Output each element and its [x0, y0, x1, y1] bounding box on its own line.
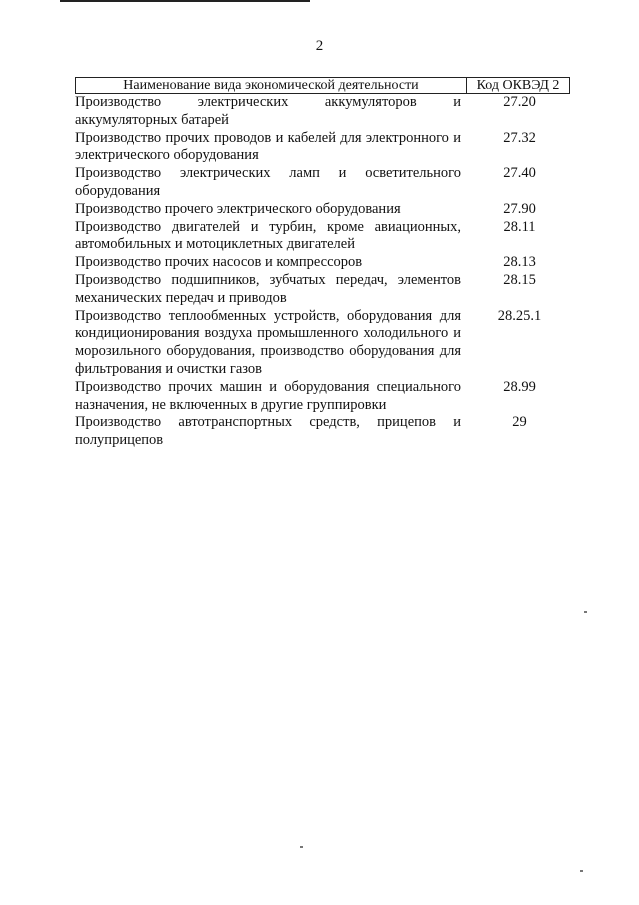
top-rule — [60, 0, 310, 2]
table-header — [75, 77, 570, 94]
table-row — [75, 94, 570, 130]
table-row — [75, 130, 570, 166]
okved-code: 27.20 — [503, 94, 536, 110]
activity-name: Производство электрических ламп и осветительного оборудования — [75, 165, 461, 199]
table-row — [75, 272, 570, 308]
activity-name: Производство прочих насосов и компрессоров — [75, 254, 363, 271]
activity-name: Производство теплообменных устройств, оборудования для кондиционирования воздуха промышленного холодильного и морозильного оборудования, производство оборудования для фильтрования и очистки газов — [75, 307, 461, 377]
page-number: 2 — [315, 38, 324, 54]
header-okved-code: Код ОКВЭД 2 — [467, 77, 570, 94]
okved-table — [75, 77, 570, 450]
table-row — [75, 254, 570, 272]
okved-code: 28.99 — [503, 378, 536, 395]
table-row — [75, 379, 570, 415]
activity-name: Производство электрических аккумуляторов и аккумуляторных батарей — [75, 94, 461, 128]
okved-code: 27.32 — [503, 129, 536, 146]
okved-code: 27.90 — [503, 200, 536, 217]
table-row — [75, 414, 570, 450]
scan-speck — [584, 611, 587, 613]
table-row — [75, 308, 570, 379]
scan-speck — [580, 870, 583, 872]
activity-name: Производство подшипников, зубчатых передач, элементов механических передач и приводов — [75, 271, 461, 306]
okved-code: 28.15 — [503, 271, 536, 288]
scan-speck — [300, 846, 303, 848]
okved-code: 27.40 — [503, 165, 536, 182]
okved-code: 28.11 — [503, 218, 536, 235]
table-row — [75, 219, 570, 255]
activity-name: Производство автотранспортных средств, прицепов и полуприцепов — [75, 414, 461, 449]
okved-code: 28.25.1 — [497, 307, 542, 324]
okved-code: 28.13 — [503, 254, 536, 271]
activity-name: Производство прочих проводов и кабелей для электронного и электрического оборудования — [75, 129, 461, 164]
activity-name: Производство двигателей и турбин, кроме авиационных, автомобильных и мотоциклетных двигателей — [75, 218, 461, 253]
okved-code: 29 — [512, 414, 527, 431]
table-row — [75, 201, 570, 219]
table-row — [75, 165, 570, 201]
activity-name: Производство прочего электрического оборудования — [75, 200, 401, 217]
header-activity-name: Наименование вида экономической деятельности — [75, 77, 467, 94]
activity-name: Производство прочих машин и оборудования специального назначения, не включенных в другие группировки — [75, 378, 461, 413]
